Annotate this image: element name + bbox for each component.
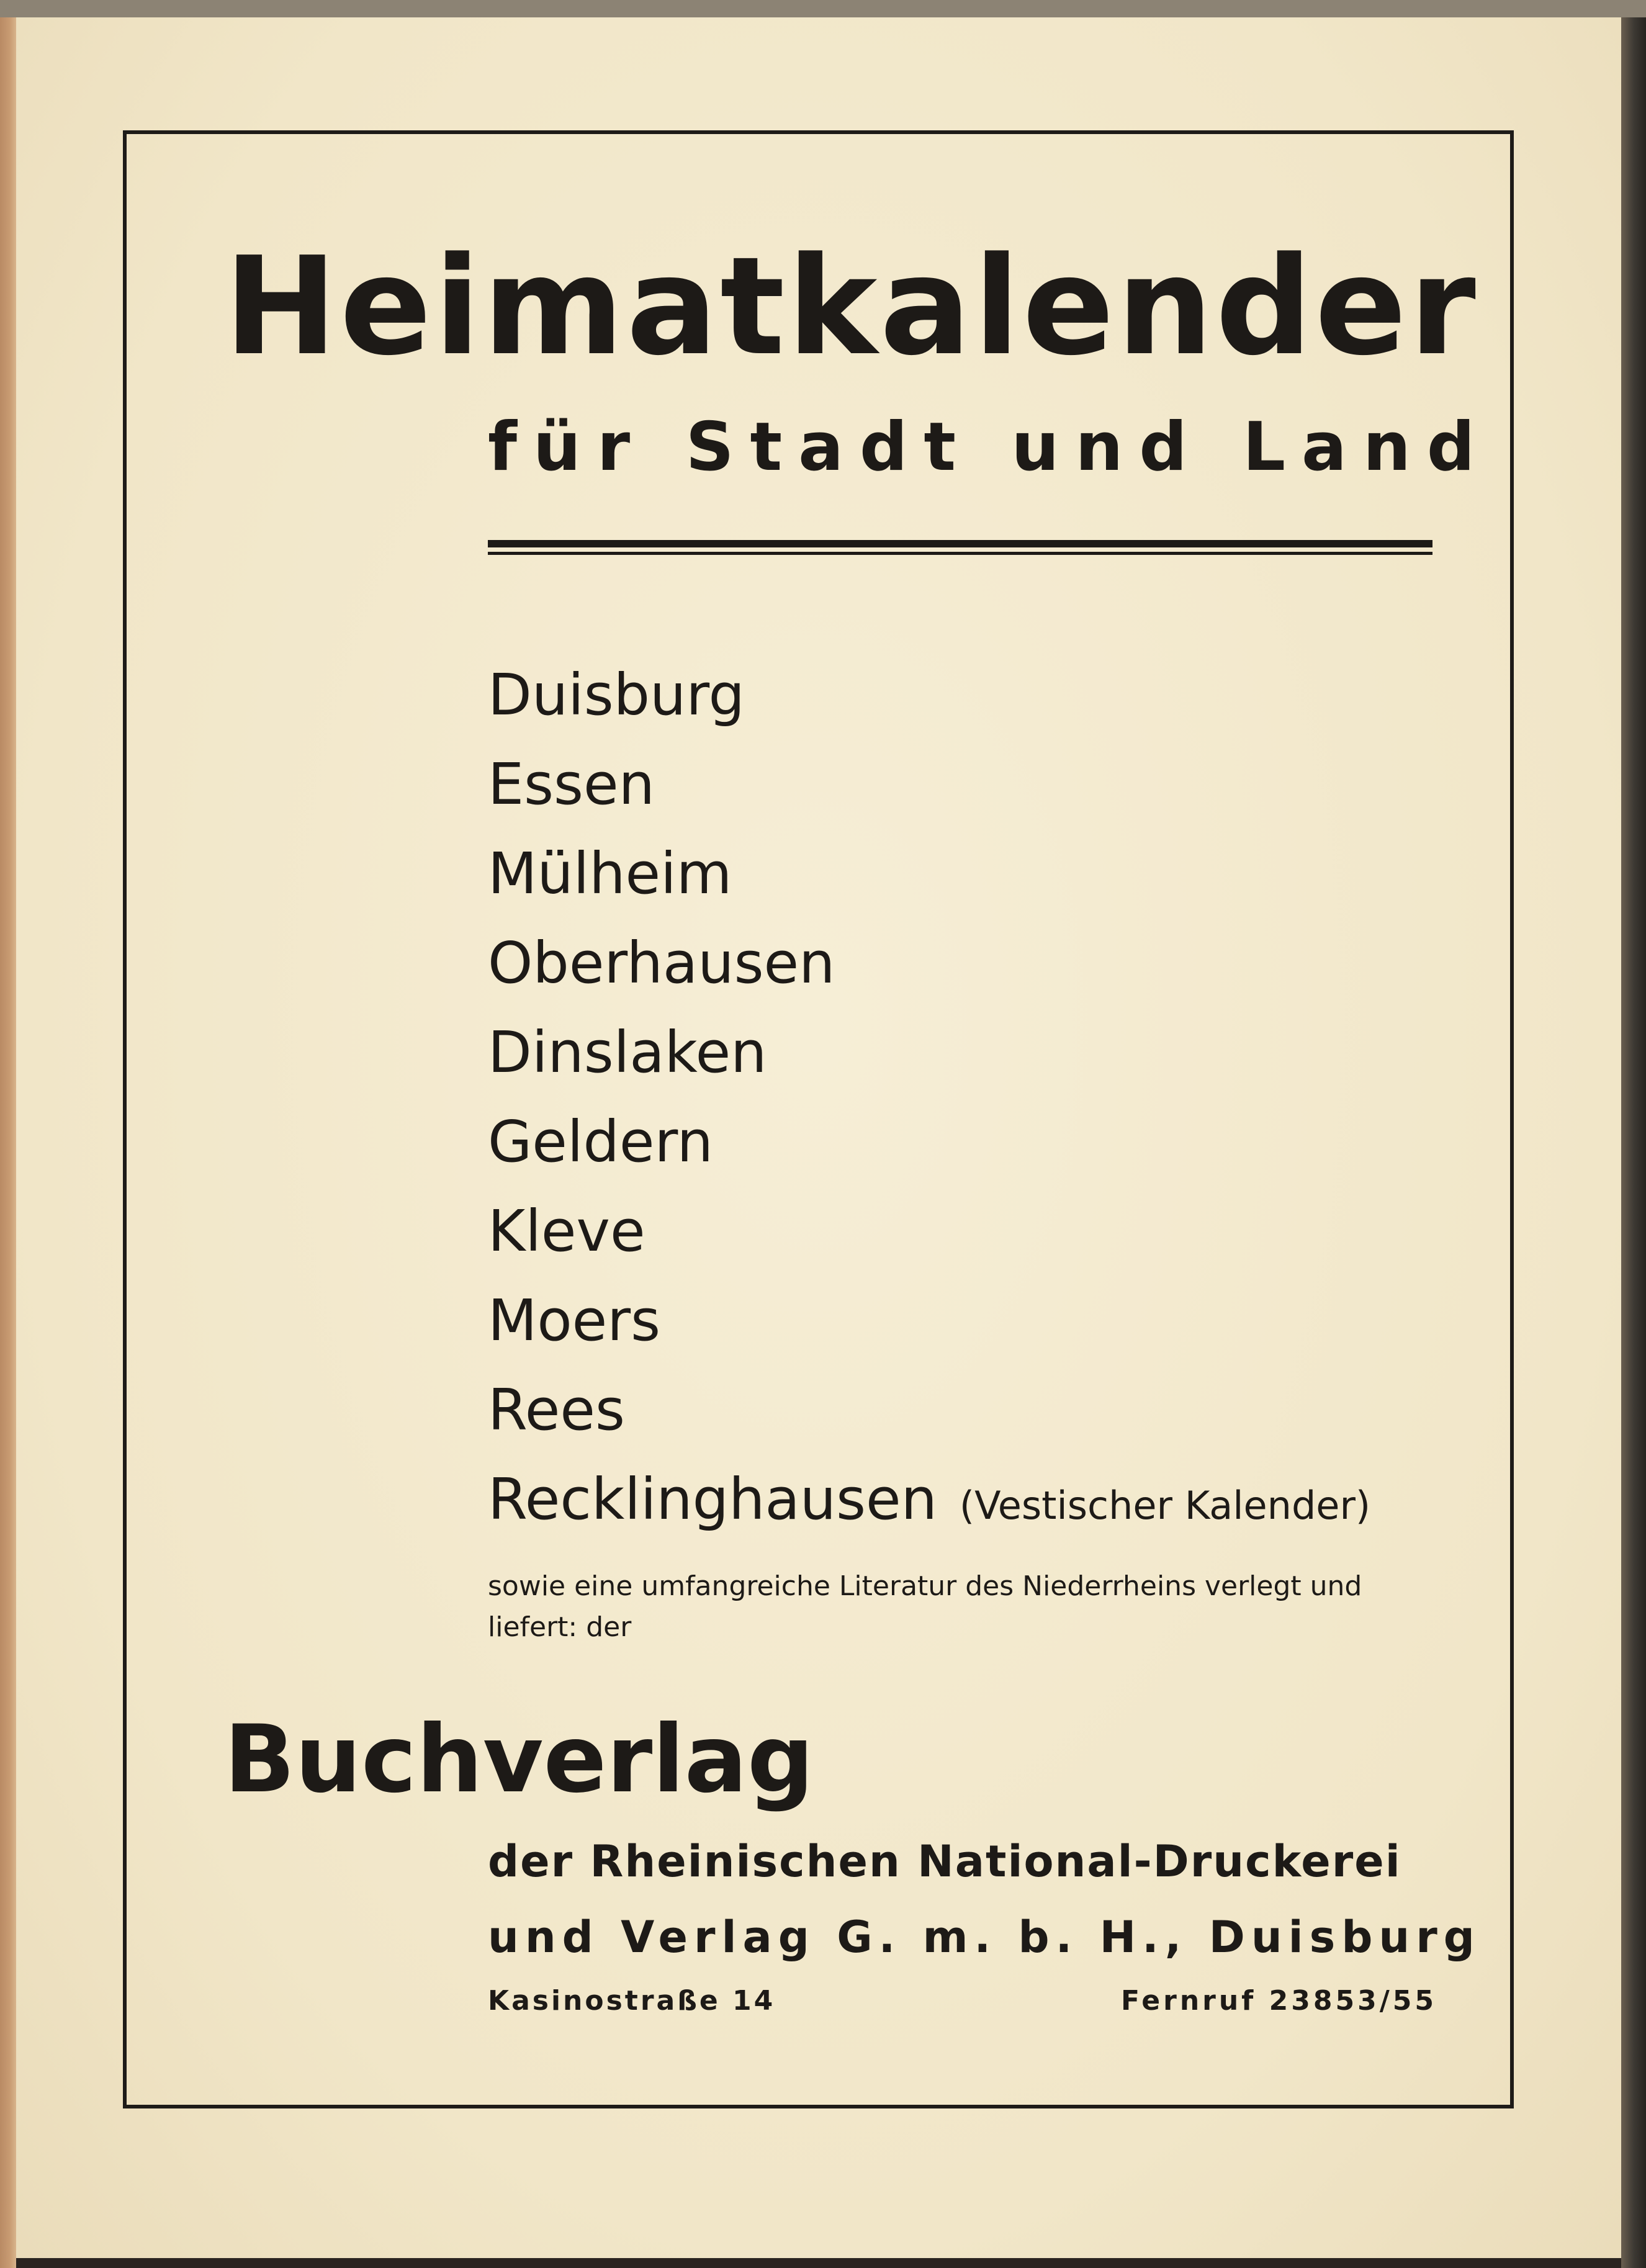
city-name: Moers [488,1287,661,1354]
city-note: (Vestischer Kalender) [959,1483,1371,1528]
list-item [488,1366,1370,1455]
publisher-phone: Fernruf 23853/55 [1121,1985,1437,2017]
list-item [488,1097,1370,1187]
title-underline-rule [488,540,1432,555]
advertisement-page [16,17,1621,2258]
city-name: Mülheim [488,840,732,907]
scan-edge-top [0,0,1646,17]
list-item [488,650,1370,740]
publisher-name: Buchverlag [224,1706,814,1814]
city-name: Duisburg [488,662,745,728]
list-item [488,1008,1370,1097]
city-name: Recklinghausen [488,1466,937,1532]
city-name: Essen [488,751,655,817]
list-item [488,740,1370,829]
description-text: sowie eine umfangreiche Literatur des Niederrheins verlegt und liefert: der [488,1570,1362,1643]
city-name: Geldern [488,1109,713,1175]
city-name: Dinslaken [488,1019,767,1086]
scan-edge-right [1621,17,1646,2268]
publisher-line-1: der Rheinischen National-Druckerei [488,1836,1401,1887]
scan-edge-left [0,17,16,2268]
publisher-line-2: und Verlag G. m. b. H., Duisburg [488,1912,1481,1963]
page-title: Heimatkalender [224,228,1478,385]
publisher-address: Kasinostraße 14 [488,1985,776,2017]
list-item [488,1187,1370,1276]
city-name: Rees [488,1377,625,1443]
city-name: Oberhausen [488,930,835,996]
page-subtitle: für Stadt und Land [488,408,1491,486]
list-item [488,829,1370,919]
list-item [488,1455,1370,1544]
list-item [488,1276,1370,1366]
city-list [488,650,1370,1544]
city-name: Kleve [488,1198,645,1264]
list-item [488,919,1370,1008]
